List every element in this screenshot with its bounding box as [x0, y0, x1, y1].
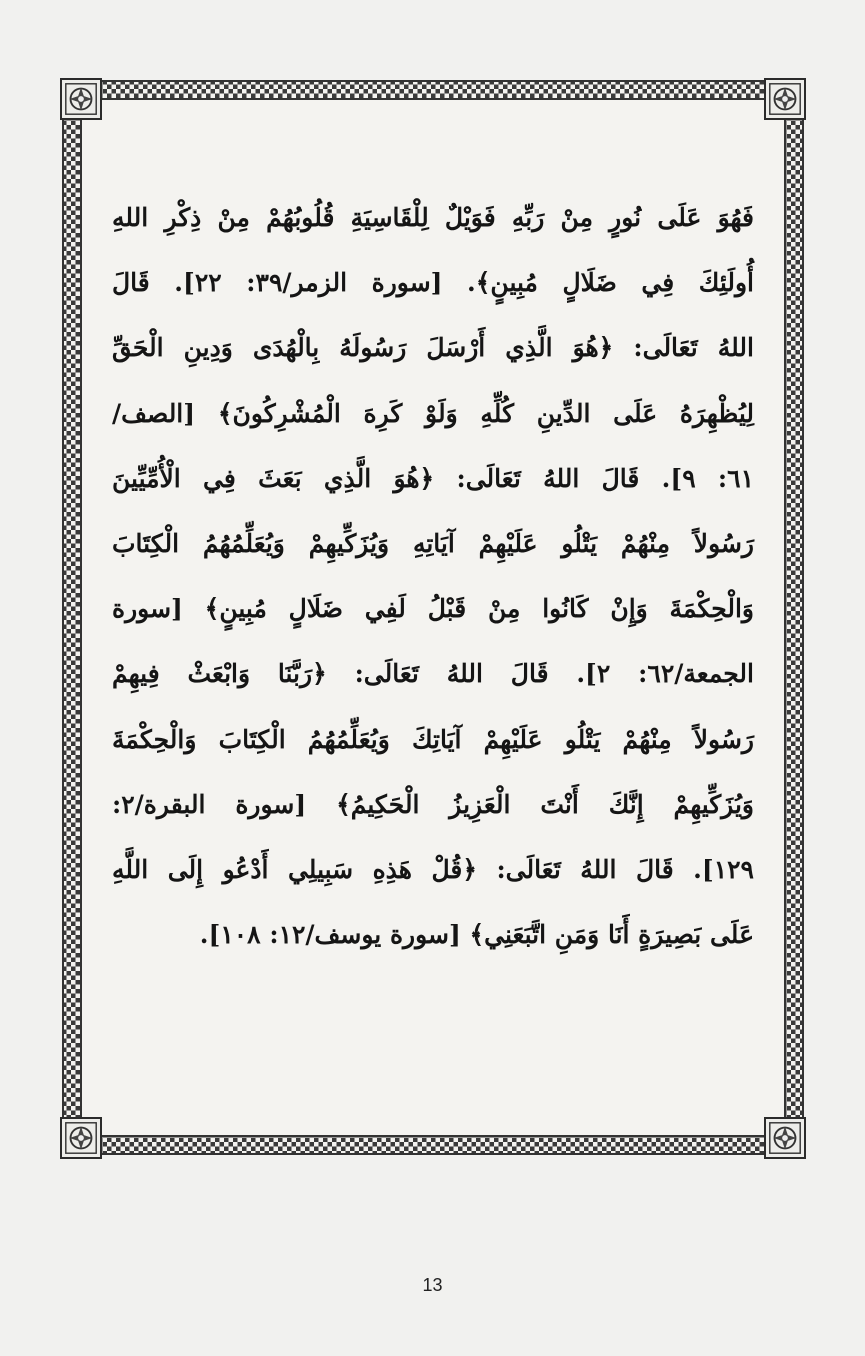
text-line: الجمعة/٦٢: ٢]. قَالَ اللهُ تَعَالَى: ﴿رَبَّنَا وَابْعَثْ فِيهِمْ — [112, 659, 754, 689]
text-line: أُولَئِكَ فِي ضَلَالٍ مُبِينٍ﴾. [سورة الزمر/٣٩: ٢٢]. قَالَ — [112, 268, 754, 298]
text-line: عَلَى بَصِيرَةٍ أَنَا وَمَنِ اتَّبَعَنِي﴾ [سورة يوسف/١٢: ١٠٨]. — [199, 920, 754, 950]
text-line: وَيُزَكِّيهِمْ إِنَّكَ أَنْتَ الْعَزِيزُ الْحَكِيمُ﴾ [سورة البقرة/٢: — [112, 789, 754, 819]
corner-ornament-icon — [764, 1117, 806, 1159]
corner-ornament-icon — [764, 78, 806, 120]
text-line: اللهُ تَعَالَى: ﴿هُوَ الَّذِي أَرْسَلَ رَسُولَهُ بِالْهُدَى وَدِينِ الْحَقِّ — [112, 333, 754, 363]
text-line: رَسُولاً مِنْهُمْ يَتْلُو عَلَيْهِمْ آيَاتِكَ وَيُعَلِّمُهُمُ الْكِتَابَ وَالْحِكْمَةَ — [112, 724, 754, 754]
body-text — [112, 185, 754, 967]
corner-ornament-icon — [60, 1117, 102, 1159]
text-line: رَسُولاً مِنْهُمْ يَتْلُو عَلَيْهِمْ آيَاتِهِ وَيُزَكِّيهِمْ وَيُعَلِّمُهُمُ الْكِتَابَ — [112, 528, 754, 558]
text-line: لِيُظْهِرَهُ عَلَى الدِّينِ كُلِّهِ وَلَوْ كَرِهَ الْمُشْرِكُونَ﴾ [الصف/ — [112, 398, 754, 428]
corner-ornament-icon — [60, 78, 102, 120]
text-line: وَالْحِكْمَةَ وَإِنْ كَانُوا مِنْ قَبْلُ لَفِي ضَلَالٍ مُبِينٍ﴾ [سورة — [112, 594, 754, 624]
text-line: ٦١: ٩]. قَالَ اللهُ تَعَالَى: ﴿هُوَ الَّذِي بَعَثَ فِي الْأُمِّيِّينَ — [112, 463, 754, 493]
page-number: 13 — [422, 1275, 443, 1295]
text-line: فَهُوَ عَلَى نُورٍ مِنْ رَبِّهِ فَوَيْلٌ لِلْقَاسِيَةِ قُلُوبُهُمْ مِنْ ذِكْرِ اللهِ — [112, 203, 754, 232]
text-line: ١٢٩]. قَالَ اللهُ تَعَالَى: ﴿قُلْ هَذِهِ سَبِيلِي أَدْعُو إِلَى اللَّهِ — [112, 854, 754, 884]
